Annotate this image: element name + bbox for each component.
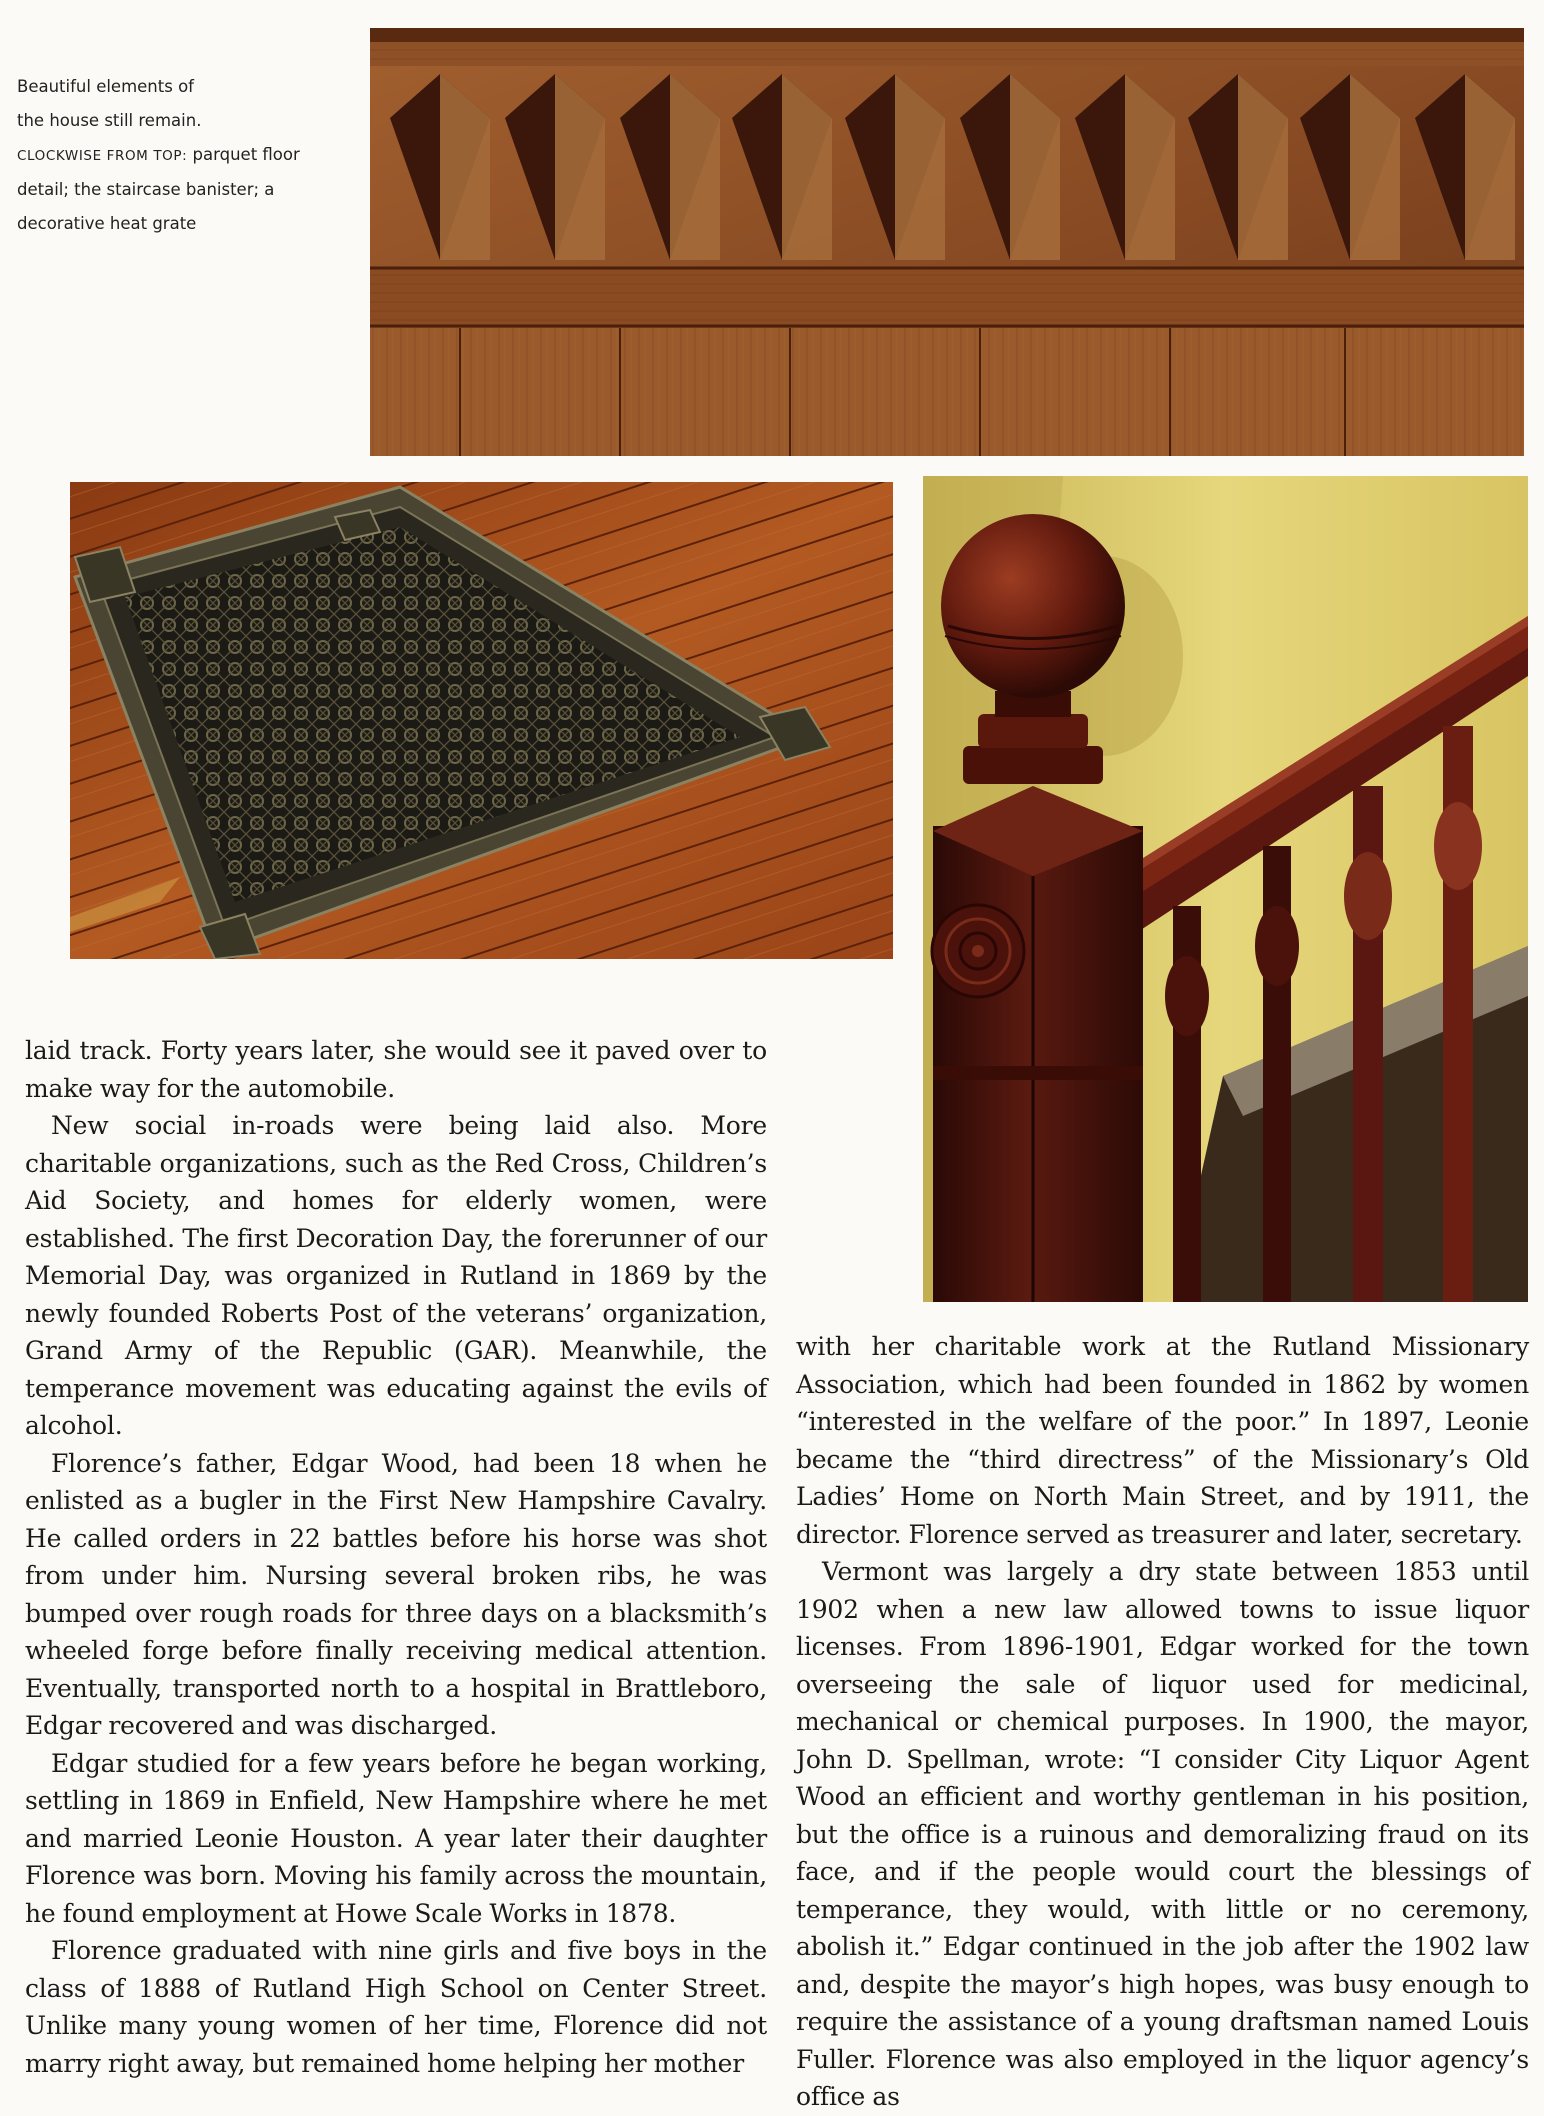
caption-smallcaps: CLOCKWISE FROM TOP: [17,148,188,164]
paragraph: laid track. Forty years later, she would see it paved over to make way for the automobile. [25,1036,767,1103]
paragraph: with her charitable work at the Rutland Missionary Association, which had been founded in 1862 by women “interested in the welfare of the poor.” In 1897, Leonie became the “third directress” of the Missionary’s Old Ladies’ Home on North Main Street, and by 1911, the director. Florence served as treasurer and later, secretary. [796,1332,1529,1549]
caption-line-4: detail; the staircase banister; a [17,180,275,199]
paragraph: New social in-roads were being laid also. More charitable organizations, such as the Red Cross, Children’s Aid Society, and homes for elderly women, were established. The first Decoration Day, the forerunner of our Memorial Day, was organized in Rutland in 1869 by the newly founded Roberts Post of the veterans’ organization, Grand Army of the Republic (GAR). Meanwhile, the temperance movement was educating against the evils of alcohol. [25,1111,767,1440]
caption-line-3-rest: parquet floor [187,145,300,164]
article-right-column [796,1328,1529,2116]
paragraph: Florence graduated with nine girls and five boys in the class of 1888 of Rutland High School on Center Street. Unlike many young women of her time, Florence did not marry right away, but remained home helping her mother [25,1936,767,2078]
paragraph: Vermont was largely a dry state between 1853 until 1902 when a new law allowed towns to issue liquor licenses. From 1896-1901, Edgar worked for the town overseeing the sale of liquor used for medicinal, mechanical or chemical purposes. In 1900, the mayor, John D. Spellman, wrote: “I consider City Liquor Agent Wood an efficient and worthy gentleman in his position, but the office is a ruinous and demoralizing fraud on its face, and if the people would court the blessings of temperance, they would, with little or no ceremony, abolish it.” Edgar continued in the job after the 1902 law and, despite the mayor’s high hopes, was busy enough to require the assistance of a young draftsman named Louis Fuller. Florence was also employed in the liquor agency’s office as [796,1557,1529,2111]
parquet-floor-photo [370,28,1524,456]
caption-line-3 [17,138,342,173]
photo-caption [17,70,342,241]
caption-line-5: decorative heat grate [17,214,197,233]
article-left-column [25,1032,767,2082]
heat-grate-photo [70,482,893,959]
staircase-banister-photo [923,476,1528,1302]
paragraph: Florence’s father, Edgar Wood, had been 18 when he enlisted as a bugler in the First New Hampshire Cavalry. He called orders in 22 battles before his horse was shot from under him. Nursing several broken ribs, he was bumped over rough roads for three days on a blacksmith’s wheeled forge before finally receiving medical attention. Eventually, transported north to a hospital in Brattleboro, Edgar recovered and was discharged. [25,1448,767,1740]
caption-line-1: Beautiful elements of [17,77,194,96]
paragraph: Edgar studied for a few years before he began working, settling in 1869 in Enfield, New Hampshire where he met and married Leonie Houston. A year later their daughter Florence was born. Moving his family across the mountain, he found employment at Howe Scale Works in 1878. [25,1748,767,1928]
caption-line-2: the house still remain. [17,111,202,130]
